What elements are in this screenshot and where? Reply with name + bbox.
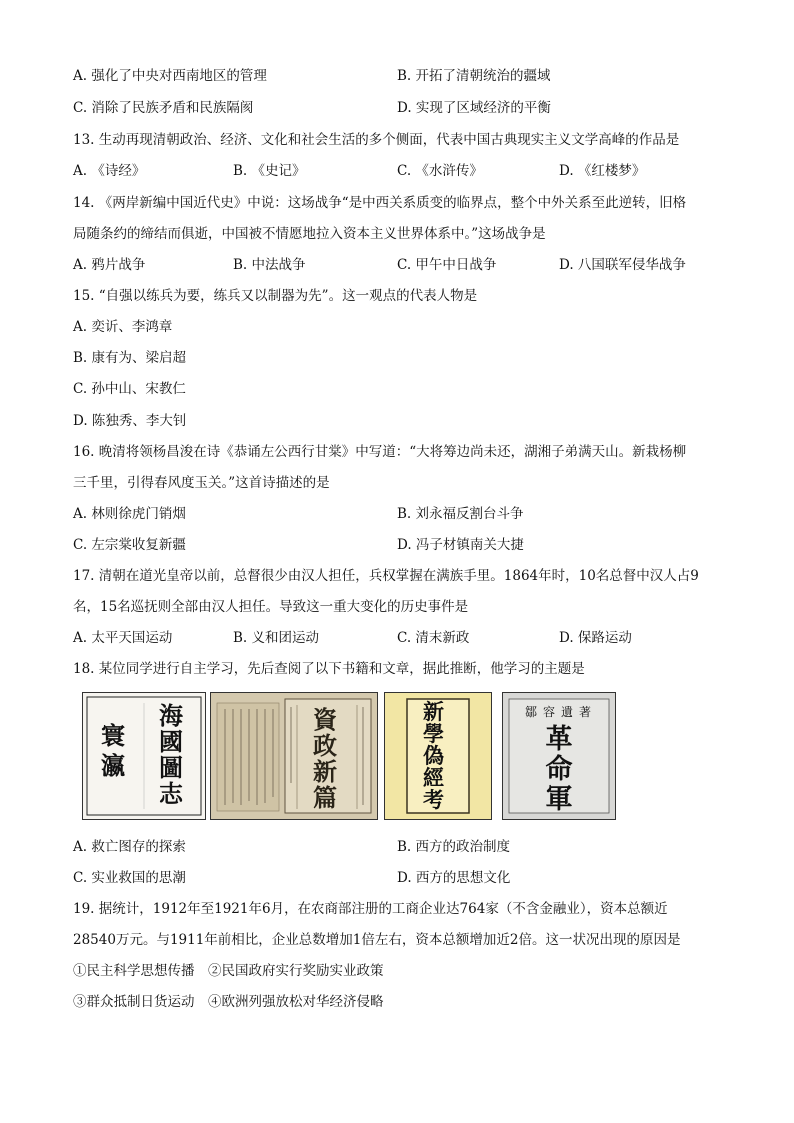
- q18-options-row2: [73, 869, 733, 887]
- q16-option-d[interactable]: D. 冯子材镇南关大捷: [397, 537, 524, 553]
- old-print-texture: [211, 693, 377, 819]
- q12-options-row1: [73, 67, 733, 85]
- q14-option-a[interactable]: A. 鸦片战争: [73, 257, 146, 273]
- q17-options: [73, 629, 733, 647]
- q18-option-a[interactable]: A. 救亡图存的探索: [73, 839, 186, 855]
- q17-option-a[interactable]: A. 太平天国运动: [73, 630, 173, 646]
- q14-stem-line2: 局随条约的缔结而俱逝，中国被不情愿地拉入资本主义世界体系中。”这场战争是: [73, 226, 546, 242]
- q16-stem-line2: 三千里，引得春风度玉关。”这首诗描述的是: [73, 475, 330, 491]
- q14-option-b[interactable]: B. 中法战争: [233, 257, 306, 273]
- cover-title-col-left: 寰瀛: [101, 721, 125, 780]
- zizheng-xinpian-title: 資政新篇: [313, 705, 337, 812]
- q13-options: [73, 162, 733, 180]
- q19-stem-line2: 28540万元。与1911年前相比，企业总数增加1倍左右，资本总额增加近2倍。这一状况出现的原因是: [73, 932, 681, 948]
- q15-option-a[interactable]: A. 奕䜣、李鸿章: [73, 319, 173, 335]
- q18-option-b[interactable]: B. 西方的政治制度: [397, 839, 511, 855]
- q15-option-d[interactable]: D. 陈独秀、李大钊: [73, 413, 187, 429]
- q12-options-row2: [73, 99, 733, 117]
- cover-title-col-right: 海國圖志: [159, 701, 183, 808]
- q16-options-row2: [73, 536, 733, 554]
- q17-option-b[interactable]: B. 义和团运动: [233, 630, 320, 646]
- q16-option-b[interactable]: B. 刘永福反割台斗争: [397, 506, 524, 522]
- book-cover-xinxue-weijing-kao: [384, 692, 492, 820]
- q19-items-1-2: ①民主科学思想传播 ②民国政府实行奖励实业政策: [73, 963, 384, 979]
- q17-stem-line1: 17. 清朝在道光皇帝以前，总督很少由汉人担任，兵权掌握在满族手里。1864年时，10名总督中汉人占9: [73, 568, 699, 584]
- book-cover-haiguo-tuzhi: [82, 692, 206, 820]
- q14-options: [73, 256, 733, 274]
- author-zou-rong: 鄒容遺著: [524, 705, 597, 719]
- book-page-zizheng-xinpian: [210, 692, 378, 820]
- book-cover-geming-jun: [502, 692, 616, 820]
- q18-options-row1: [73, 838, 733, 856]
- q18-option-d[interactable]: D. 西方的思想文化: [397, 870, 511, 886]
- q12-option-d[interactable]: D. 实现了区域经济的平衡: [397, 100, 551, 116]
- q16-options-row1: [73, 505, 733, 523]
- q15-option-c[interactable]: C. 孙中山、宋教仁: [73, 381, 186, 397]
- q17-option-c[interactable]: C. 清末新政: [397, 630, 470, 646]
- geming-jun-title: 革命軍: [545, 724, 573, 815]
- q17-option-d[interactable]: D. 保路运动: [559, 630, 632, 646]
- q13-stem: 13. 生动再现清朝政治、经济、文化和社会生活的多个侧面，代表中国古典现实主义文学高峰的作品是: [73, 132, 680, 148]
- q18-stem: 18. 某位同学进行自主学习，先后查阅了以下书籍和文章，据此推断，他学习的主题是: [73, 661, 585, 677]
- q19-items-3-4: ③群众抵制日货运动 ④欧洲列强放松对华经济侵略: [73, 994, 384, 1010]
- q16-option-c[interactable]: C. 左宗棠收复新疆: [73, 537, 186, 553]
- q15-stem: 15. “自强以练兵为要，练兵又以制器为先”。这一观点的代表人物是: [73, 288, 478, 304]
- q12-option-a[interactable]: A. 强化了中央对西南地区的管理: [73, 68, 267, 84]
- q13-option-b[interactable]: B. 《史记》: [233, 163, 306, 179]
- q13-option-a[interactable]: A. 《诗经》: [73, 163, 146, 179]
- q14-option-c[interactable]: C. 甲午中日战争: [397, 257, 497, 273]
- q12-option-b[interactable]: B. 开拓了清朝统治的疆域: [397, 68, 551, 84]
- q19-stem-line1: 19. 据统计，1912年至1921年6月，在农商部注册的工商企业达764家（不含金融业），资本总额近: [73, 901, 668, 917]
- q16-option-a[interactable]: A. 林则徐虎门销烟: [73, 506, 186, 522]
- q13-option-c[interactable]: C. 《水浒传》: [397, 163, 483, 179]
- xinxue-weijing-kao-title: 新學偽經考: [423, 699, 444, 812]
- q13-option-d[interactable]: D. 《红楼梦》: [559, 163, 646, 179]
- q12-option-c[interactable]: C. 消除了民族矛盾和民族隔阂: [73, 100, 254, 116]
- q18-book-images: [82, 692, 622, 820]
- q14-option-d[interactable]: D. 八国联军侵华战争: [559, 257, 686, 273]
- q16-stem-line1: 16. 晚清将领杨昌浚在诗《恭诵左公西行甘棠》中写道：“大将筹边尚未还，湖湘子弟满天山。新栽杨柳: [73, 444, 687, 460]
- q15-option-b[interactable]: B. 康有为、梁启超: [73, 350, 187, 366]
- q18-option-c[interactable]: C. 实业救国的思潮: [73, 870, 186, 886]
- q14-stem-line1: 14. 《两岸新编中国近代史》中说：这场战争“是中西关系质变的临界点，整个中外关系至此逆转，旧格: [73, 195, 687, 211]
- q17-stem-line2: 名，15名巡抚则全部由汉人担任。导致这一重大变化的历史事件是: [73, 599, 469, 615]
